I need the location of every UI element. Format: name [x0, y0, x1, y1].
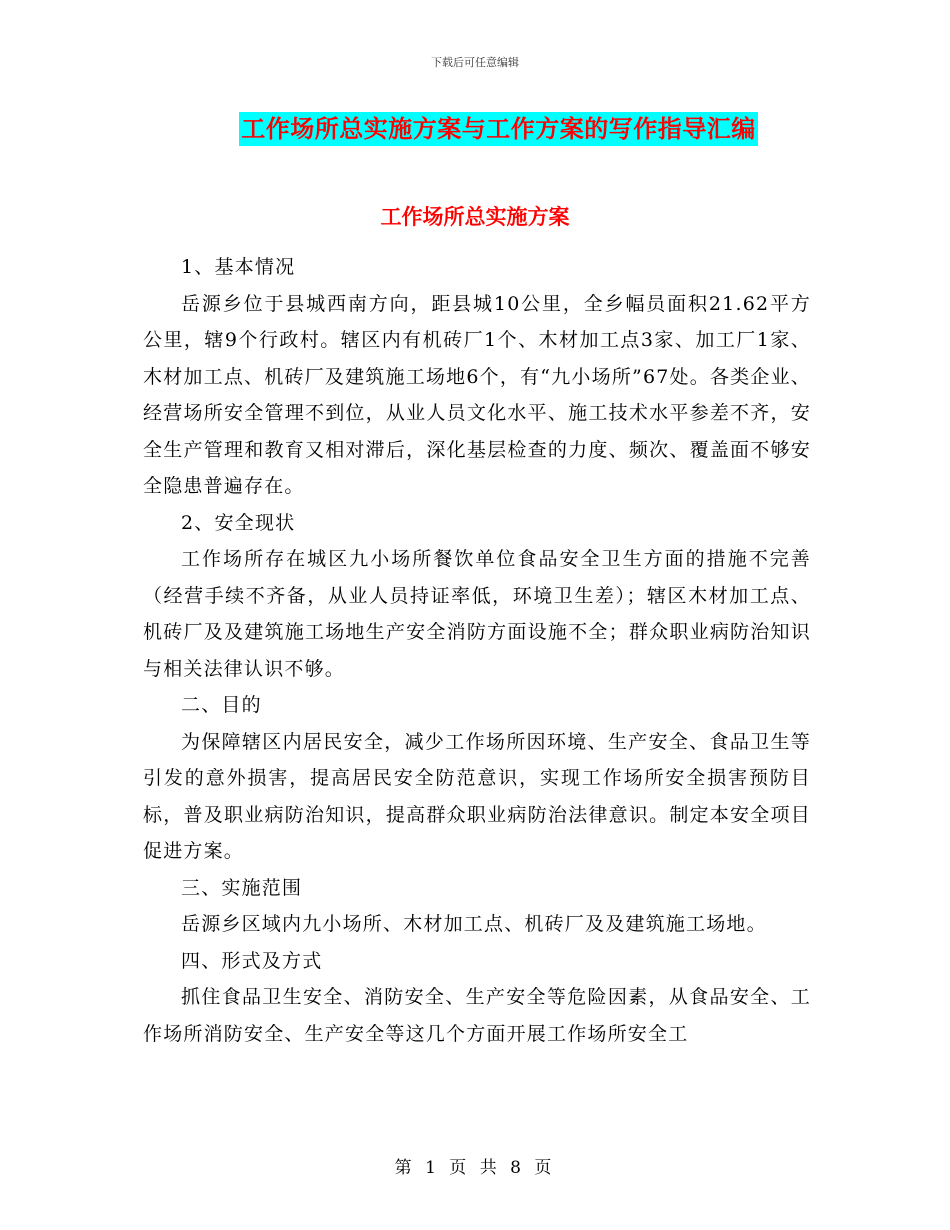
- section-heading-purpose: 二、目的: [181, 694, 262, 716]
- section-heading-safety-status: 2、安全现状: [181, 511, 296, 534]
- document-body: [143, 249, 811, 1052]
- paragraph-basic-info: 岳源乡位于县城西南方向，距县城10公里，全乡幅员面积21.62平方公里，辖9个行政村。辖区内有机砖厂1个、木材加工点3家、加工厂1家、木材加工点、机砖厂及建筑施工场地6个，有“九小场所”67处。各类企业、经营场所安全管理不到位，从业人员文化水平、施工技术水平参差不齐，安全生产管理和教育又相对滞后，深化基层检查的力度、频次、覆盖面不够安全隐患普遍存在。: [143, 292, 811, 497]
- main-title: 工作场所总实施方案与工作方案的写作指导汇编: [239, 112, 758, 146]
- section-heading-scope: 三、实施范围: [181, 876, 303, 899]
- sub-title: 工作场所总实施方案: [380, 205, 570, 229]
- paragraph-safety-status: 工作场所存在城区九小场所餐饮单位食品安全卫生方面的措施不完善（经营手续不齐备，从业人员持证率低，环境卫生差）；辖区木材加工点、机砖厂及及建筑施工场地生产安全消防方面设施不全；群众职业病防治知识与相关法律认识不够。: [143, 548, 811, 680]
- paragraph-purpose: 为保障辖区内居民安全，减少工作场所因环境、生产安全、食品卫生等引发的意外损害，提高居民安全防范意识，实现工作场所安全损害预防目标，普及职业病防治知识，提高群众职业病防治法律意识。制定本安全项目促进方案。: [143, 730, 811, 862]
- section-heading-basic-info: 1、基本情况: [181, 256, 296, 278]
- paragraph-methods: 抓住食品卫生安全、消防安全、生产安全等危险因素，从食品安全、工作场所消防安全、生产安全等这几个方面开展工作场所安全工: [143, 986, 811, 1045]
- header-note: 下载后可任意编辑: [431, 56, 519, 69]
- main-title-container: [0, 112, 950, 146]
- paragraph-scope: 岳源乡区域内九小场所、木材加工点、机砖厂及及建筑施工场地。: [181, 913, 767, 935]
- section-heading-methods: 四、形式及方式: [181, 949, 323, 972]
- page-number-footer: 第 1 页 共 8 页: [394, 1158, 556, 1178]
